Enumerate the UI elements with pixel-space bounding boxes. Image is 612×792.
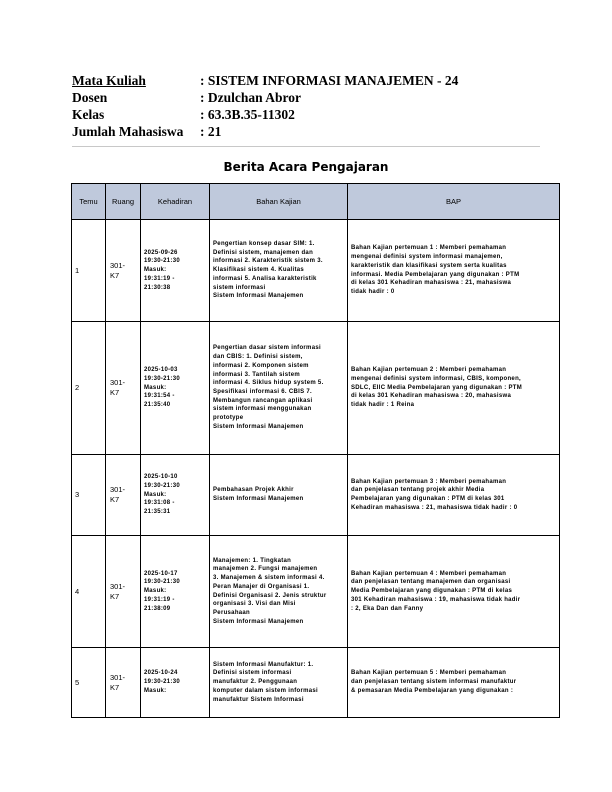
bahan-kajian-line: Definisi sistem, manajemen dan	[213, 249, 314, 256]
bahan-kajian-line: organisasi 3. Visi dan Misi	[213, 601, 296, 608]
bahan-kajian-line: informasi 4. Siklus hidup system 5.	[213, 380, 324, 387]
bahan-kajian-line: Pengertian dasar sistem informasi	[213, 345, 321, 352]
course-header	[72, 72, 458, 140]
cell-bahan-kajian	[210, 220, 348, 322]
kehadiran-line: Masuk:	[144, 384, 167, 391]
bap-line: Bahan Kajian pertemuan 1 : Memberi pemahaman	[351, 245, 507, 252]
bap-line: dan penjelasan tentang sistem informasi manufaktur	[351, 679, 517, 686]
column-header-bahan-kajian: Bahan Kajian	[210, 184, 348, 220]
cell-kehadiran	[141, 220, 210, 322]
kehadiran-line: 21:35:31	[144, 509, 171, 516]
bap-line: dan penjelasan tentang projek akhir Media	[351, 487, 485, 494]
bahan-kajian-line: Peran Manajer di Organisasi 1.	[213, 583, 310, 590]
bahan-kajian-line: Manajemen: 1. Tingkatan	[213, 557, 292, 564]
bahan-kajian-line: informasi 3. Tantilah sistem	[213, 371, 300, 378]
header-field-label: Mata Kuliah	[72, 73, 146, 88]
column-header-kehadiran: Kehadiran	[141, 184, 210, 220]
kehadiran-line: 2025-10-10	[144, 474, 178, 481]
kehadiran-line: 19:31:19 -	[144, 596, 175, 603]
kehadiran-line: 19:30-21:30	[144, 679, 180, 686]
ruang-line: 301-	[110, 485, 126, 494]
bahan-kajian-line: manajemen 2. Fungsi manajemen	[213, 566, 318, 573]
cell-bap	[348, 648, 560, 718]
bahan-kajian-line: Sistem Informasi Manajemen	[213, 293, 304, 300]
kehadiran-line: 21:35:40	[144, 402, 171, 409]
header-field-value: : 21	[200, 124, 222, 139]
bahan-kajian-line: manufaktur 2. Penggunaan	[213, 679, 298, 686]
bahan-kajian-line: Sistem Informasi Manufaktur: 1.	[213, 661, 314, 668]
bap-line: Bahan Kajian pertemuan 2 : Memberi pemahaman	[351, 367, 507, 374]
ruang-line: K7	[110, 388, 120, 397]
cell-bahan-kajian	[210, 536, 348, 648]
bahan-kajian-line: informasi 2. Karakteristik sistem 3.	[213, 258, 323, 265]
header-field-label: Dosen	[72, 90, 108, 105]
cell-temu: 1	[72, 220, 106, 322]
kehadiran-line: 19:30-21:30	[144, 482, 180, 489]
kehadiran-line: 2025-10-17	[144, 570, 178, 577]
kehadiran-line: 19:31:08 -	[144, 500, 175, 507]
cell-ruang	[106, 648, 141, 718]
ruang-line: K7	[110, 591, 120, 601]
table-row	[72, 536, 560, 648]
cell-kehadiran	[141, 322, 210, 455]
column-header-temu: Temu	[72, 184, 106, 220]
header-field-label: Kelas	[72, 107, 105, 122]
kehadiran-line: 19:31:54 -	[144, 393, 175, 400]
cell-bahan-kajian	[210, 648, 348, 718]
cell-bap	[348, 536, 560, 648]
header-field	[72, 123, 458, 140]
table-row	[72, 648, 560, 718]
bahan-kajian-line: Sistem Informasi Manajemen	[213, 618, 304, 625]
bahan-kajian-line: Pembahasan Projek Akhir	[213, 487, 294, 494]
kehadiran-line: 21:30:38	[144, 284, 171, 291]
ruang-line: K7	[110, 682, 120, 692]
header-field	[72, 89, 458, 106]
kehadiran-line: Masuk:	[144, 491, 167, 498]
cell-bap	[348, 322, 560, 455]
table-row	[72, 455, 560, 536]
bap-line: tidak hadir : 1 Reina	[351, 402, 415, 409]
kehadiran-line: Masuk:	[144, 687, 167, 694]
bahan-kajian-line: dan CBIS: 1. Definisi sistem,	[213, 354, 303, 361]
bahan-kajian-line: Klasifikasi sistem 4. Kualitas	[213, 267, 305, 274]
bap-line: Kehadiran mahasiswa : 21, mahasiswa tidak hadir : 0	[351, 504, 518, 511]
ruang-line: 301-	[110, 581, 126, 591]
bahan-kajian-line: sistem informasi	[213, 284, 266, 291]
bap-line: Media Pembelajaran yang digunakan : PTM di kelas	[351, 588, 513, 595]
kehadiran-line: 19:31:19 -	[144, 275, 175, 282]
header-field-value: : SISTEM INFORMASI MANAJEMEN - 24	[200, 73, 459, 88]
bap-line: karakteristik dan klasifikasi system serta kualitas	[351, 262, 507, 269]
kehadiran-line: 2025-10-03	[144, 367, 178, 374]
bap-line: informasi. Media Pembelajaran yang digunakan : PTM	[351, 271, 520, 278]
cell-bahan-kajian	[210, 322, 348, 455]
bap-line: Pembelajaran yang digunakan : PTM di kelas 301	[351, 496, 505, 502]
bahan-kajian-line: Sistem Informasi Manajemen	[213, 496, 304, 502]
bap-line: mengenai definisi system informasi, CBIS, komponen,	[351, 375, 522, 382]
cell-kehadiran	[141, 455, 210, 536]
cell-temu: 3	[72, 455, 106, 536]
table-row	[72, 322, 560, 455]
bap-line: Bahan Kajian pertemuan 5 : Memberi pemahaman	[351, 670, 507, 677]
bahan-kajian-line: Pengertian konsep dasar SIM: 1.	[213, 241, 315, 248]
bap-line: di kelas 301 Kehadiran mahasiswa : 21, mahasiswa	[351, 280, 512, 287]
bap-table	[71, 183, 560, 718]
header-field	[72, 72, 458, 89]
bahan-kajian-line: sistem informasi menggunakan	[213, 406, 312, 413]
ruang-line: 301-	[110, 378, 126, 387]
bap-line: di kelas 301 Kehadiran mahasiswa : 20, mahasiswa	[351, 393, 512, 400]
bahan-kajian-line: informasi 5. Analisa karakteristik	[213, 275, 317, 282]
ruang-line: 301-	[110, 260, 126, 270]
bahan-kajian-line: Definisi Organisasi 2. Jenis struktur	[213, 592, 327, 599]
table-header-row	[72, 184, 560, 220]
bap-line: Bahan Kajian pertemuan 3 : Memberi pemahaman	[351, 478, 507, 485]
header-field-label: Jumlah Mahasiswa	[72, 124, 184, 139]
column-header-bap: BAP	[348, 184, 560, 220]
bahan-kajian-line: Definisi sistem informasi	[213, 670, 292, 677]
bahan-kajian-line: prototype	[213, 415, 244, 422]
cell-bahan-kajian	[210, 455, 348, 536]
bahan-kajian-line: Perusahaan	[213, 609, 251, 616]
kehadiran-line: 19:30-21:30	[144, 375, 180, 382]
bap-line: tidak hadir : 0	[351, 288, 395, 295]
bahan-kajian-line: Sistem Informasi Manajemen	[213, 423, 304, 430]
bahan-kajian-line: 3. Manajemen & sistem informasi 4.	[213, 575, 325, 582]
cell-ruang	[106, 220, 141, 322]
bap-line: dan penjelasan tentang manajemen dan organisasi	[351, 579, 511, 586]
bap-line: & pemasaran Media Pembelajaran yang digunakan :	[351, 687, 514, 694]
cell-temu: 4	[72, 536, 106, 648]
header-field	[72, 106, 458, 123]
bahan-kajian-line: informasi 2. Komponen sistem	[213, 362, 309, 369]
ruang-line: K7	[110, 495, 120, 504]
table-row	[72, 220, 560, 322]
bahan-kajian-line: Spesifikasi informasi 6. CBIS 7.	[213, 389, 312, 395]
header-divider	[72, 146, 540, 147]
bap-line: Bahan Kajian pertemuan 4 : Memberi pemahaman	[351, 570, 507, 577]
cell-temu: 2	[72, 322, 106, 455]
cell-ruang	[106, 536, 141, 648]
bahan-kajian-line: komputer dalam sistem informasi	[213, 687, 318, 694]
kehadiran-line: 21:38:09	[144, 605, 171, 612]
cell-ruang	[106, 322, 141, 455]
kehadiran-line: 19:30-21:30	[144, 258, 180, 265]
kehadiran-line: 19:30-21:30	[144, 579, 180, 586]
header-field-value: : 63.3B.35-11302	[200, 107, 295, 122]
ruang-line: 301-	[110, 672, 126, 682]
cell-ruang	[106, 455, 141, 536]
cell-temu: 5	[72, 648, 106, 718]
kehadiran-line: Masuk:	[144, 588, 167, 595]
kehadiran-line: 2025-10-24	[144, 670, 178, 677]
cell-bap	[348, 455, 560, 536]
bap-line: : 2, Eka Dan dan Fanny	[351, 605, 424, 612]
ruang-line: K7	[110, 270, 120, 280]
column-header-ruang: Ruang	[106, 184, 141, 220]
header-field-value: : Dzulchan Abror	[200, 90, 302, 105]
kehadiran-line: 2025-09-26	[144, 249, 178, 256]
bahan-kajian-line: Membangun rancangan aplikasi	[213, 397, 313, 404]
cell-kehadiran	[141, 648, 210, 718]
cell-kehadiran	[141, 536, 210, 648]
bap-line: 301 Kehadiran mahasiswa : 19, mahasiswa tidak hadir	[351, 596, 521, 603]
bahan-kajian-line: manufaktur Sistem Informasi	[213, 696, 304, 703]
cell-bap	[348, 220, 560, 322]
bap-line: mengenai definisi system informasi manajemen,	[351, 254, 503, 261]
page-title: Berita Acara Pengajaran	[223, 160, 389, 174]
bap-line: SDLC, EIIC Media Pembelajaran yang digunakan : PTM	[351, 384, 523, 391]
kehadiran-line: Masuk:	[144, 267, 167, 274]
